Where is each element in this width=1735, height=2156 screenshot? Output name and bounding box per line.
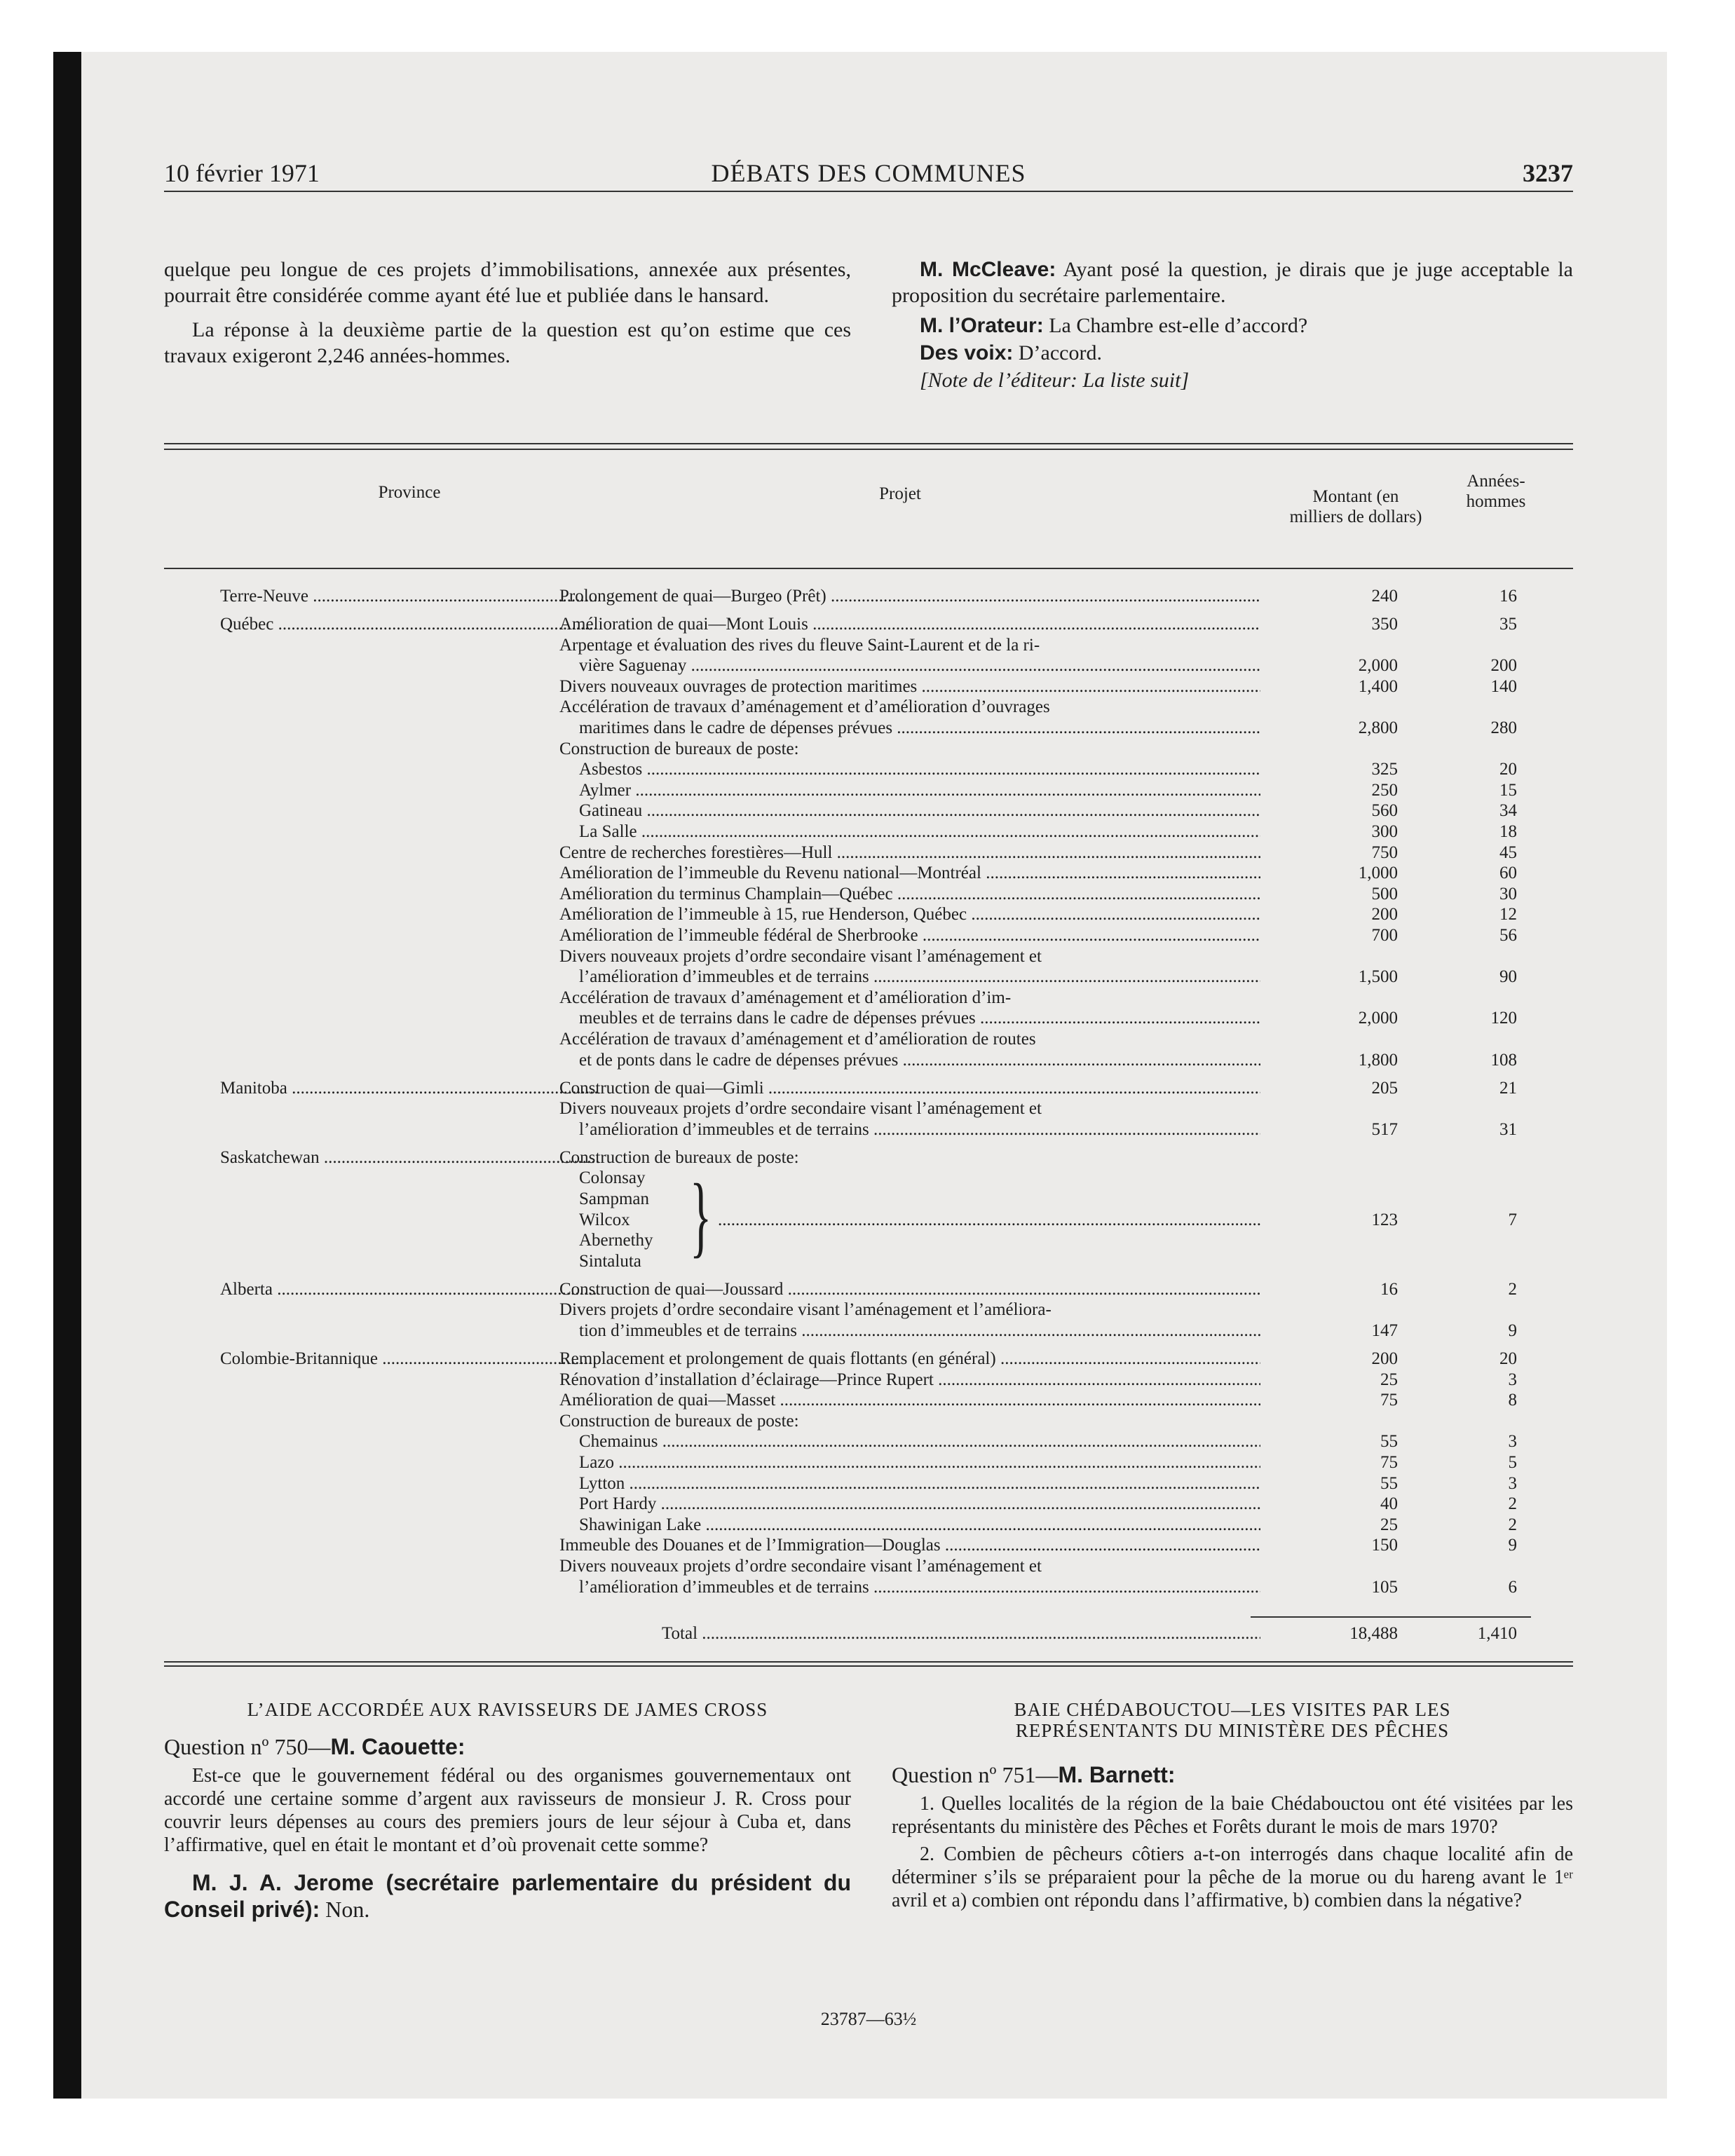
project-cell: Divers nouveaux ouvrages de protection maritimes ..... bbox=[559, 676, 1260, 697]
hommes-cell: 90 bbox=[1499, 967, 1517, 987]
hommes-cell: 2 bbox=[1508, 1515, 1517, 1534]
project-cell: Divers nouveaux projets d’ordre secondaire visant l’aménagement et bbox=[559, 1557, 1042, 1576]
project-cell: Amélioration de quai—Mont Louis ..... bbox=[559, 614, 1260, 634]
table-row bbox=[164, 884, 1573, 904]
hommes-cell: 20 bbox=[1499, 760, 1517, 779]
amount-cell: 300 bbox=[1371, 822, 1398, 841]
project-cell: Lazo ..... bbox=[579, 1452, 1260, 1473]
table-row bbox=[164, 759, 1573, 779]
amount-cell: 75 bbox=[1380, 1453, 1398, 1472]
amount-cell: 16 bbox=[1380, 1279, 1398, 1299]
right-top-column bbox=[892, 257, 1573, 393]
speaker: Des voix: bbox=[920, 341, 1014, 364]
hommes-cell: 3 bbox=[1508, 1473, 1517, 1493]
table-row bbox=[164, 1189, 1573, 1209]
table-row bbox=[164, 1431, 1573, 1452]
hommes-cell: 35 bbox=[1499, 615, 1517, 634]
amount-cell: 2,800 bbox=[1358, 718, 1398, 737]
speech: La Chambre est-elle d’accord? bbox=[1049, 314, 1308, 337]
amount-cell: 2,000 bbox=[1358, 1009, 1398, 1028]
table-row bbox=[164, 1279, 1573, 1299]
question-text: 1. Quelles localités de la région de la baie Chédabouctou ont été visitées par les représentants du ministère des Pêches et Forêts durant le mois de mars 1970? bbox=[892, 1793, 1573, 1838]
hommes-cell: 108 bbox=[1490, 1050, 1517, 1070]
speaker: M. l’Orateur: bbox=[920, 314, 1044, 337]
hommes-cell: 31 bbox=[1499, 1119, 1517, 1139]
amount-cell: 40 bbox=[1380, 1494, 1398, 1514]
table-row bbox=[164, 1577, 1573, 1597]
projects-table bbox=[164, 443, 1573, 1656]
project-cell: Construction de quai—Joussard ..... bbox=[559, 1279, 1260, 1299]
paragraph bbox=[892, 257, 1573, 308]
hommes-cell: 56 bbox=[1499, 926, 1517, 945]
project-cell: Lytton ..... bbox=[579, 1473, 1260, 1494]
page-header bbox=[164, 158, 1573, 193]
hommes-cell: 3 bbox=[1508, 1370, 1517, 1389]
hommes-cell: 9 bbox=[1508, 1321, 1517, 1340]
project-cell: Sintaluta bbox=[579, 1251, 641, 1271]
project-cell: La Salle ..... bbox=[579, 821, 1260, 842]
table-row bbox=[164, 697, 1573, 717]
paragraph bbox=[892, 313, 1573, 339]
table-row bbox=[164, 1321, 1573, 1341]
table-rule bbox=[164, 1665, 1573, 1667]
province-cell: Terre-Neuve ..... bbox=[220, 586, 599, 606]
amount-cell: 123 bbox=[1371, 1210, 1398, 1229]
table-row bbox=[164, 1008, 1573, 1028]
province-cell: Saskatchewan ..... bbox=[220, 1147, 599, 1168]
project-cell: Amélioration de l’immeuble fédéral de Sherbrooke ..... bbox=[559, 925, 1260, 946]
amount-cell: 105 bbox=[1371, 1577, 1398, 1597]
project-cell: Port Hardy ..... bbox=[579, 1494, 1260, 1514]
amount-cell: 55 bbox=[1380, 1473, 1398, 1493]
table-row bbox=[164, 676, 1573, 697]
right-bottom-column bbox=[892, 1699, 1573, 1920]
table-rule bbox=[164, 1661, 1573, 1663]
amount-cell: 325 bbox=[1371, 760, 1398, 779]
hommes-cell: 5 bbox=[1508, 1453, 1517, 1472]
table-row bbox=[164, 1390, 1573, 1410]
amount-cell: 75 bbox=[1380, 1391, 1398, 1410]
table-row bbox=[164, 1411, 1573, 1431]
project-cell: vière Saguenay ..... bbox=[579, 655, 1260, 676]
table-row bbox=[164, 1098, 1573, 1119]
project-cell: Immeuble des Douanes et de l’Immigration—Douglas ..... bbox=[559, 1535, 1260, 1555]
table-row bbox=[164, 1556, 1573, 1576]
amount-cell: 560 bbox=[1371, 801, 1398, 821]
table-row bbox=[164, 800, 1573, 821]
page-number: 3237 bbox=[1523, 159, 1573, 187]
amount-cell: 55 bbox=[1380, 1432, 1398, 1452]
table-row bbox=[164, 1494, 1573, 1514]
project-cell: Construction de bureaux de poste: bbox=[559, 1411, 799, 1431]
editor-note: [Note de l’éditeur: La liste suit] bbox=[920, 369, 1190, 392]
table-row bbox=[164, 1535, 1573, 1555]
project-cell: Colonsay bbox=[579, 1168, 646, 1188]
province-cell: Manitoba ..... bbox=[220, 1078, 599, 1098]
project-cell: Construction de bureaux de poste: bbox=[559, 1147, 799, 1167]
table-row bbox=[164, 1473, 1573, 1494]
province-cell: Colombie-Britannique ..... bbox=[220, 1349, 599, 1369]
table-rule bbox=[164, 568, 1573, 569]
table-row bbox=[164, 946, 1573, 967]
paragraph: La réponse à la deuxième partie de la question est qu’on estime que ces travaux exigeront 2,246 années-hommes. bbox=[164, 318, 851, 367]
table-row bbox=[164, 1230, 1573, 1250]
project-cell: Prolongement de quai—Burgeo (Prêt) ..... bbox=[559, 586, 1260, 606]
total-rule bbox=[1251, 1616, 1531, 1618]
table-row bbox=[164, 1299, 1573, 1320]
col-header-hommes: Années-hommes bbox=[1466, 472, 1526, 511]
project-cell: Divers projets d’ordre secondaire visant l’aménagement et l’améliora- bbox=[559, 1300, 1052, 1320]
project-cell: Gatineau ..... bbox=[579, 800, 1260, 821]
paragraph: quelque peu longue de ces projets d’immobilisations, annexée aux présentes, pourrait être considérée comme ayant été lue et publiée dans le hansard. bbox=[164, 258, 851, 307]
hommes-cell: 60 bbox=[1499, 864, 1517, 883]
amount-cell: 2,000 bbox=[1358, 656, 1398, 676]
project-cell: Rénovation d’installation d’éclairage—Prince Rupert ..... bbox=[559, 1370, 1260, 1390]
table-rule bbox=[164, 443, 1573, 444]
speech: D’accord. bbox=[1018, 341, 1102, 364]
project-cell: l’amélioration d’immeubles et de terrains ..... bbox=[579, 1577, 1260, 1597]
table-row bbox=[164, 586, 1573, 606]
amount-cell: 700 bbox=[1371, 926, 1398, 945]
answer: M. J. A. Jerome (secrétaire parlementaire du président du Conseil privé): Non. bbox=[164, 1870, 851, 1922]
question-text: Est-ce que le gouvernement fédéral ou des organismes gouvernementaux ont accordé une certaine somme d’argent aux ravisseurs de monsieur J. R. Cross pour couvrir leurs dépenses au cours des premiers jours de leur séjour à Cuba et, dans l’affirmative, quel en était le montant et d’où provenait cette somme? bbox=[164, 1765, 851, 1856]
project-cell: Sampman bbox=[579, 1189, 649, 1208]
folio: 23787—63½ bbox=[820, 2009, 917, 2029]
speaker: M. McCleave: bbox=[920, 258, 1056, 281]
project-cell: Centre de recherches forestières—Hull ..... bbox=[559, 842, 1260, 863]
project-cell: l’amélioration d’immeubles et de terrains ..... bbox=[579, 1119, 1260, 1140]
table-row bbox=[164, 655, 1573, 676]
table-row bbox=[164, 614, 1573, 634]
project-cell: Amélioration de l’immeuble à 15, rue Henderson, Québec ..... bbox=[559, 904, 1260, 925]
hommes-cell: 21 bbox=[1499, 1078, 1517, 1098]
scan-edge bbox=[53, 52, 81, 2099]
amount-cell: 150 bbox=[1371, 1536, 1398, 1555]
table-row bbox=[164, 863, 1573, 883]
project-cell: Amélioration du terminus Champlain—Québec ..... bbox=[559, 884, 1260, 904]
amount-cell: 147 bbox=[1371, 1321, 1398, 1340]
amount-cell: 200 bbox=[1371, 905, 1398, 925]
province-cell: Alberta ..... bbox=[220, 1279, 599, 1299]
hommes-cell: 9 bbox=[1508, 1536, 1517, 1555]
header-date: 10 février 1971 bbox=[164, 159, 320, 187]
project-cell: tion d’immeubles et de terrains ..... bbox=[579, 1321, 1260, 1341]
hommes-cell: 3 bbox=[1508, 1432, 1517, 1452]
table-row bbox=[164, 1119, 1573, 1140]
table-row bbox=[164, 1050, 1573, 1070]
table-row bbox=[164, 1251, 1573, 1271]
col-header-projet: Projet bbox=[879, 484, 921, 503]
section-title: L’AIDE ACCORDÉE AUX RAVISSEURS DE JAMES CROSS bbox=[247, 1699, 768, 1720]
project-cell: et de ponts dans le cadre de dépenses prévues ..... bbox=[579, 1050, 1260, 1070]
project-cell: Amélioration de quai—Masset ..... bbox=[559, 1390, 1260, 1410]
section-title: BAIE CHÉDABOUCTOU—LES VISITES PAR LES REPRÉSENTANTS DU MINISTÈRE DES PÊCHES bbox=[1014, 1699, 1451, 1741]
table-row bbox=[164, 925, 1573, 946]
project-cell: Construction de bureaux de poste: bbox=[559, 739, 799, 758]
project-cell: Aylmer ..... bbox=[579, 780, 1260, 800]
amount-cell: 1,000 bbox=[1358, 864, 1398, 883]
brace-mark: } bbox=[690, 1165, 712, 1267]
project-cell: Remplacement et prolongement de quais flottants (en général) ..... bbox=[559, 1349, 1260, 1369]
table-row bbox=[164, 988, 1573, 1008]
hommes-cell: 15 bbox=[1499, 780, 1517, 800]
table-row bbox=[164, 1078, 1573, 1098]
table-row bbox=[164, 739, 1573, 759]
table-row bbox=[164, 1168, 1573, 1188]
project-cell: Accélération de travaux d’aménagement et d’amélioration d’im- bbox=[559, 988, 1012, 1007]
table-row bbox=[164, 842, 1573, 863]
left-bottom-column bbox=[164, 1699, 851, 1931]
project-cell: Accélération de travaux d’aménagement et d’amélioration de routes bbox=[559, 1030, 1036, 1049]
table-rule bbox=[164, 449, 1573, 450]
project-cell: Chemainus ..... bbox=[579, 1431, 1260, 1452]
hommes-cell: 30 bbox=[1499, 884, 1517, 903]
leader-dots bbox=[718, 1210, 1260, 1230]
table-row bbox=[164, 780, 1573, 800]
question-heading: Question nº 751—M. Barnett: bbox=[892, 1762, 1176, 1787]
header-title: DÉBATS DES COMMUNES bbox=[711, 159, 1026, 187]
amount-cell: 517 bbox=[1371, 1119, 1398, 1139]
table-row bbox=[164, 1349, 1573, 1369]
project-cell: Abernethy bbox=[579, 1231, 653, 1250]
project-cell: l’amélioration d’immeubles et de terrains ..... bbox=[579, 967, 1260, 987]
project-cell: Asbestos ..... bbox=[579, 759, 1260, 779]
col-header-montant: Montant (en milliers de dollars) bbox=[1289, 487, 1422, 526]
hommes-cell: 200 bbox=[1490, 656, 1517, 676]
province-cell: Québec ..... bbox=[220, 614, 599, 634]
hommes-cell: 18 bbox=[1499, 822, 1517, 841]
project-cell: Construction de quai—Gimli ..... bbox=[559, 1078, 1260, 1098]
amount-cell: 1,800 bbox=[1358, 1050, 1398, 1070]
amount-cell: 240 bbox=[1371, 587, 1398, 606]
paragraph bbox=[892, 340, 1573, 366]
amount-cell: 350 bbox=[1371, 615, 1398, 634]
table-row bbox=[164, 1147, 1573, 1168]
hommes-cell: 16 bbox=[1499, 587, 1517, 606]
table-row bbox=[164, 904, 1573, 925]
table-row bbox=[164, 1515, 1573, 1535]
amount-cell: 750 bbox=[1371, 842, 1398, 862]
project-cell: Divers nouveaux projets d’ordre secondaire visant l’aménagement et bbox=[559, 1099, 1042, 1119]
table-row bbox=[164, 1029, 1573, 1049]
amount-cell: 1,400 bbox=[1358, 676, 1398, 696]
speech: Ayant posé la question, je dirais que je juge acceptable la proposition du secrétaire parlementaire. bbox=[892, 258, 1573, 307]
amount-cell: 250 bbox=[1371, 780, 1398, 800]
table-row bbox=[164, 635, 1573, 655]
amount-cell: 1,500 bbox=[1358, 967, 1398, 987]
table-row bbox=[164, 821, 1573, 842]
hommes-cell: 280 bbox=[1490, 718, 1517, 737]
total-row bbox=[164, 1623, 1573, 1644]
hommes-cell: 20 bbox=[1499, 1349, 1517, 1368]
hommes-cell: 120 bbox=[1490, 1009, 1517, 1028]
hommes-cell: 12 bbox=[1499, 905, 1517, 925]
total-label: Total ..... bbox=[662, 1623, 1260, 1644]
total-hommes: 1,410 bbox=[1477, 1624, 1517, 1643]
project-cell: meubles et de terrains dans le cadre de dépenses prévues ..... bbox=[579, 1008, 1260, 1028]
hommes-cell: 8 bbox=[1508, 1391, 1517, 1410]
total-amount: 18,488 bbox=[1349, 1624, 1398, 1643]
question-heading: Question nº 750—M. Caouette: bbox=[164, 1734, 465, 1759]
project-cell: maritimes dans le cadre de dépenses prévues ..... bbox=[579, 718, 1260, 738]
hommes-cell: 6 bbox=[1508, 1577, 1517, 1597]
amount-cell: 200 bbox=[1371, 1349, 1398, 1368]
hommes-cell: 2 bbox=[1508, 1279, 1517, 1299]
project-cell: Divers nouveaux projets d’ordre secondaire visant l’aménagement et bbox=[559, 946, 1042, 966]
table-row bbox=[164, 967, 1573, 987]
table-row bbox=[164, 1452, 1573, 1473]
project-cell: Accélération de travaux d’aménagement et d’amélioration d’ouvrages bbox=[559, 697, 1050, 717]
amount-cell: 25 bbox=[1380, 1515, 1398, 1534]
project-cell: Amélioration de l’immeuble du Revenu national—Montréal ..... bbox=[559, 863, 1260, 883]
hommes-cell: 45 bbox=[1499, 842, 1517, 862]
amount-cell: 500 bbox=[1371, 884, 1398, 903]
table-row bbox=[164, 718, 1573, 738]
hommes-cell: 7 bbox=[1508, 1210, 1517, 1229]
hommes-cell: 2 bbox=[1508, 1494, 1517, 1514]
question-text: 2. Combien de pêcheurs côtiers a-t-on interrogés dans chaque localité afin de déterminer s’ils se préparaient pour la pêche de la morue ou du hareng avant le 1ᵉʳ avril et a) combien ont répondu dans l’affirmative, b) combien dans la négative? bbox=[892, 1843, 1573, 1911]
project-cell: Shawinigan Lake ..... bbox=[579, 1515, 1260, 1535]
hommes-cell: 140 bbox=[1490, 676, 1517, 696]
col-header-province: Province bbox=[378, 483, 441, 502]
hommes-cell: 34 bbox=[1499, 801, 1517, 821]
amount-cell: 205 bbox=[1371, 1078, 1398, 1098]
table-row bbox=[164, 1370, 1573, 1390]
project-cell: Wilcox bbox=[579, 1210, 630, 1229]
left-top-column bbox=[164, 257, 851, 377]
amount-cell: 25 bbox=[1380, 1370, 1398, 1389]
project-cell: Arpentage et évaluation des rives du fleuve Saint-Laurent et de la ri- bbox=[559, 635, 1040, 655]
header-rule bbox=[164, 191, 1573, 192]
